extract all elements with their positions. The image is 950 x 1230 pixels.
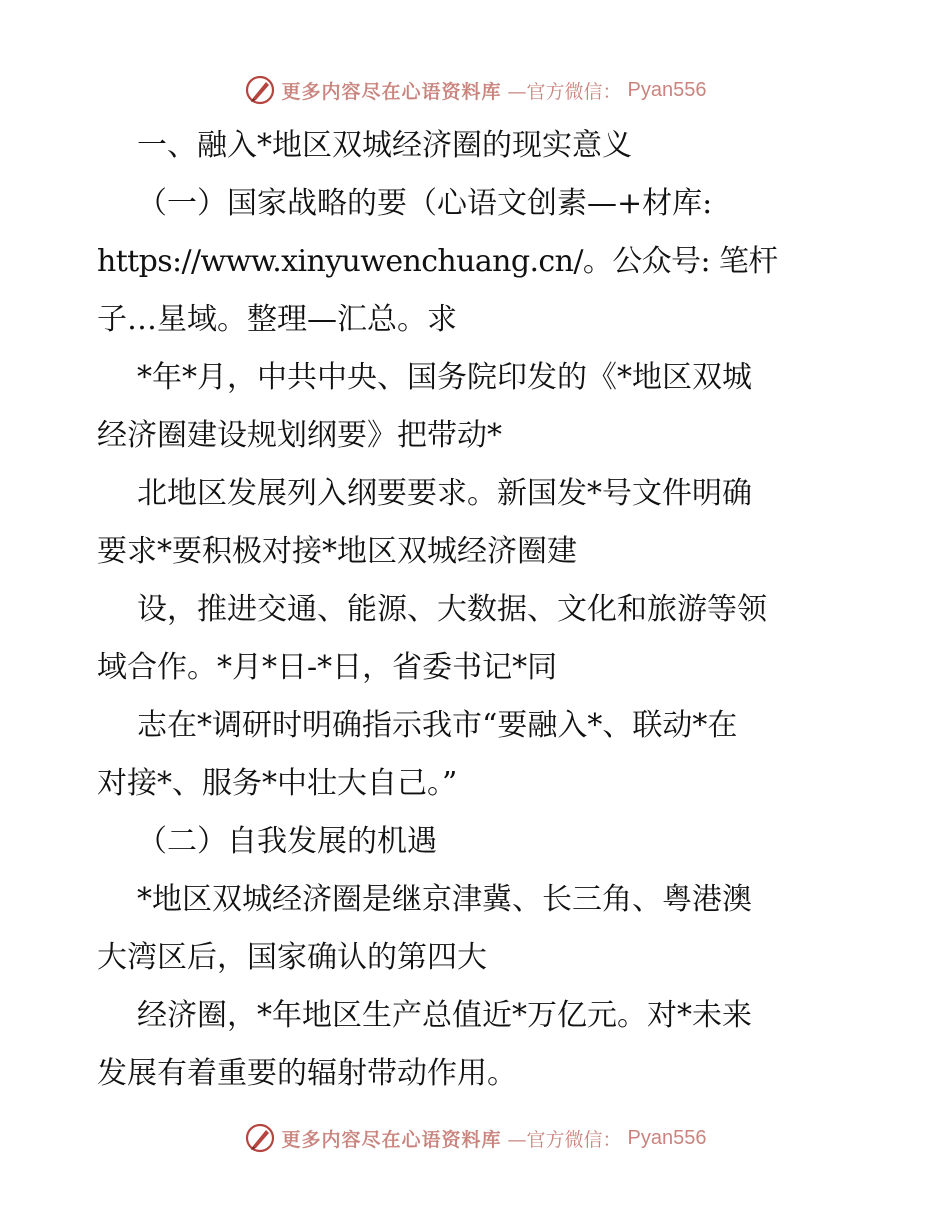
text-line: 要求*要积极对接*地区双城经济圈建 <box>97 534 577 569</box>
text-line: 北地区发展列入纲要要求。新国发*号文件明确 <box>137 476 752 511</box>
watermark-main-text: 更多内容尽在心语资料库 <box>281 1128 502 1151</box>
document-body <box>97 117 857 1103</box>
text-line: 志在*调研时明确指示我市“要融入*、联动*在 <box>137 708 738 743</box>
quill-pen-icon <box>244 1122 276 1154</box>
watermark-wechat-id: Pyan556 <box>627 1126 707 1149</box>
watermark-wechat-id: Pyan556 <box>627 78 707 101</box>
text-line: *地区双城经济圈是继京津冀、长三角、粤港澳 <box>137 882 752 917</box>
footer-watermark-banner <box>0 1118 950 1158</box>
text-line: 设，推进交通、能源、大数据、文化和旅游等领 <box>137 592 767 627</box>
text-line: *年*月，中共中央、国务院印发的《*地区双城 <box>137 360 752 395</box>
text-line: 对接*、服务*中壮大自己。” <box>97 766 458 801</box>
watermark-sub-text: —官方微信： <box>507 80 622 103</box>
watermark-main-text: 更多内容尽在心语资料库 <box>281 80 502 103</box>
text-line: 发展有着重要的辐射带动作用。 <box>97 1056 517 1091</box>
section-heading: 一、融入*地区双城经济圈的现实意义 <box>137 128 632 163</box>
subsection-heading: （二）自我发展的机遇 <box>137 824 437 859</box>
subsection-heading: （一）国家战略的要（心语文创素—+材库: <box>137 186 713 221</box>
header-watermark-banner <box>0 70 950 110</box>
text-line: 经济圈建设规划纲要》把带动* <box>97 418 502 453</box>
text-line: 大湾区后，国家确认的第四大 <box>97 940 487 975</box>
watermark-sub-text: —官方微信： <box>507 1128 622 1151</box>
text-line: 域合作。*月*日-*日，省委书记*同 <box>97 650 558 685</box>
text-line: 子…星域。整理—汇总。求 <box>97 302 457 337</box>
text-line: https://www.xinyuwenchuang.cn/。公众号: 笔杆 <box>97 244 778 279</box>
quill-pen-icon <box>244 74 276 106</box>
text-line: 经济圈，*年地区生产总值近*万亿元。对*未来 <box>137 998 752 1033</box>
